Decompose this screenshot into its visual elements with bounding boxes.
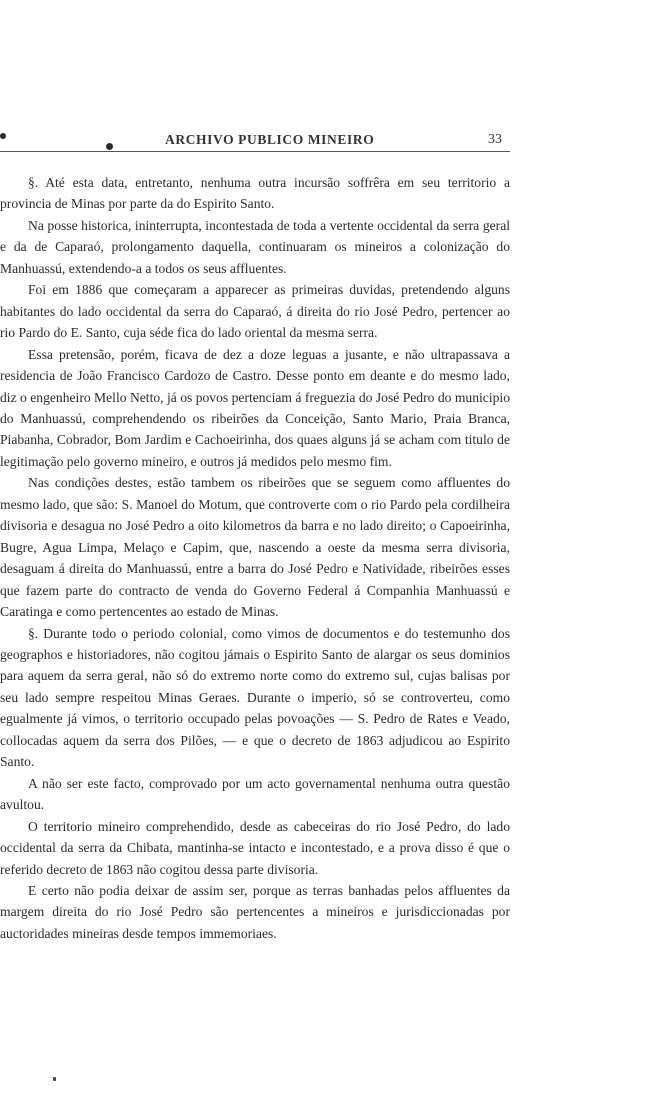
paragraph: §. Durante todo o periodo colonial, como vimos de documentos e do testemunho dos geographos e historiadores, não cogitou jámais o Espirito Santo de alargar os seus dominios para aquem da serra geral, não só do extremo norte como do extremo sul, cujas balisas por seu lado sempre respeitou Minas Geraes. Durante o imperio, só se controverteu, como egualmente já vimos, o territorio occupado pelas povoações — S. Pedro de Rates e Veado, collocadas aquem da serra dos Pilões, — e que o decreto de 1863 adjudicou ao Espirito Santo. [0,625,510,770]
paragraph: Essa pretensão, porém, ficava de dez a doze leguas a jusante, e não ultrapassava a residencia de João Francisco Cardozo de Castro. Desse ponto em deante e do mesmo lado, diz o engenheiro Mello Netto, já os povos pertenciam á freguezia do José Pedro do municipio do Manhuassú, comprehendendo os ribeirões da Conceição, Santo Mario, Praia Branca, Piabanha, Cobrador, Bom Jardim e Cachoeirinha, dos quaes alguns já se acham com titulo de legitimação pelo governo mineiro, e outros já medidos pelo mesmo fim. [0,346,510,469]
body-text [0,172,510,944]
paragraph: §. Até esta data, entretanto, nenhuma outra incursão soffrêra em seu territorio a provincia de Minas por parte da do Espirito Santo. [0,175,510,212]
paragraph: A não ser este facto, comprovado por um acto governamental nenhuma outra questão avultou. [0,775,510,813]
header-rule [0,151,510,152]
page-number: 33 [488,132,502,147]
paragraph: Nas condições destes, estão tambem os ribeirões que se seguem como affluentes do mesmo lado, que são: S. Manoel do Motum, que controverte com o rio Pardo pela cordilheira divisoria e desagua no José Pedro a oito kilometros da barra e no lado direito; o Capoeirinha, Bugre, Agua Limpa, Melaço e Capim, que, nascendo a oeste da mesma serra divisoria, desaguam á direita do Manhuassú, entre a barra do José Pedro e Natividade, ribeirões esses que fazem parte do contracto de venda do Governo Federal á Companhia Manhuassú e Caratinga e como pertencentes ao estado de Minas. [0,475,510,620]
ornament-dot [106,143,113,150]
margin-mark [0,133,6,139]
paragraph: Na posse historica, ininterrupta, incontestada de toda a vertente occidental da serra geral e da de Caparaó, prolongamento daquella, continuaram os mineiros a colonização do Manhuassú, extendendo-a a todos os seus affluentes. [0,217,510,276]
running-title: ARCHIVO PUBLICO MINEIRO [165,132,375,147]
ink-speck [53,1077,56,1081]
paragraph: O territorio mineiro comprehendido, desde as cabeceiras do rio José Pedro, do lado occidental da serra da Chibata, mantinha-se intacto e incontestado, e a prova disso é que o referido decreto de 1863 não cogitou dessa parte divisoria. [0,818,510,877]
paragraph: E certo não podia deixar de assim ser, porque as terras banhadas pelos affluentes da margem direita do rio José Pedro são pertencentes a mineiros e jurisdiccionadas por auctoridades mineiras desde tempos immemoriaes. [0,882,510,941]
paragraph: Foi em 1886 que começaram a apparecer as primeiras duvidas, pretendendo alguns habitantes do lado occidental da serra do Caparaó, á direita do rio José Pedro, pertencer ao rio Pardo do E. Santo, cuja séde fica do lado oriental da mesma serra. [0,282,510,341]
running-head [0,120,661,160]
